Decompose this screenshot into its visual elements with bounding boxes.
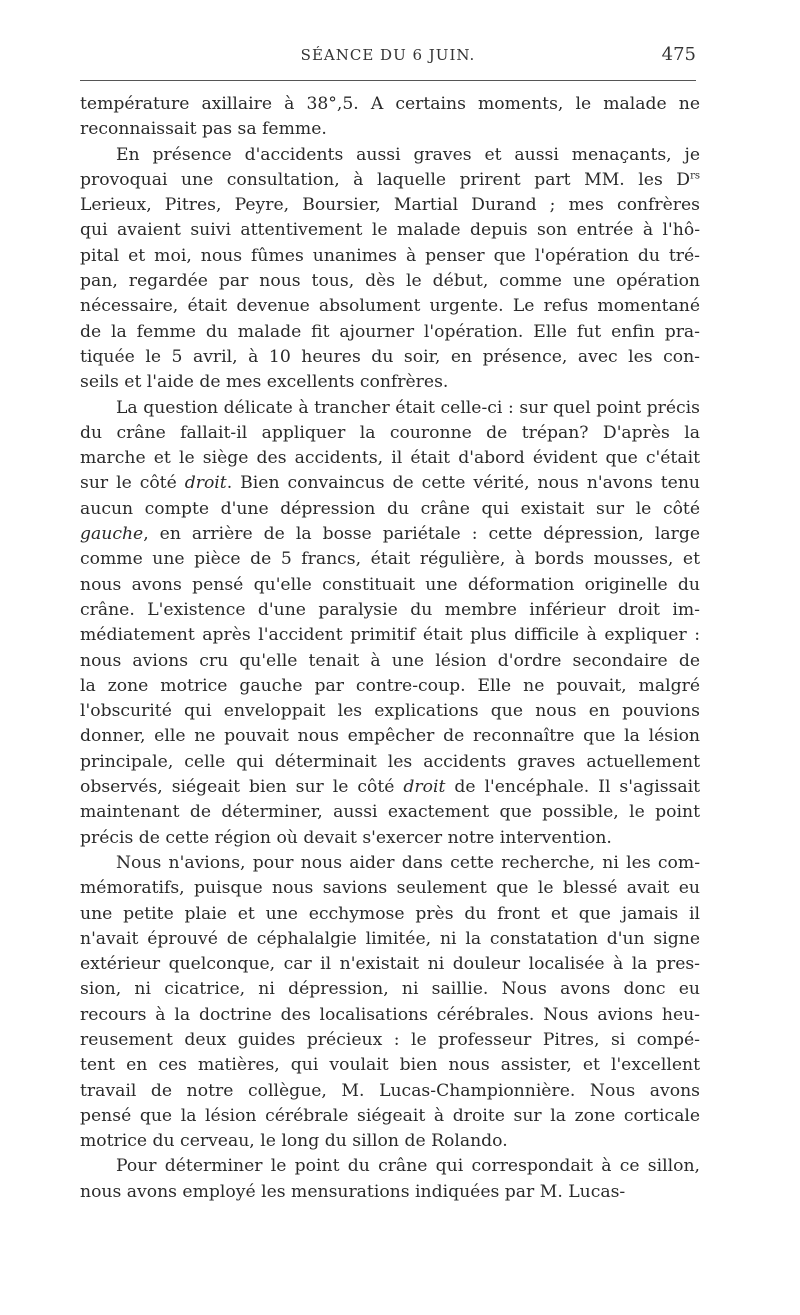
body-text bbox=[80, 92, 700, 1205]
text-line: température axillaire à 38°,5. A certains moments, le malade ne bbox=[80, 94, 700, 114]
text-line: sion, ni cicatrice, ni dépression, ni saillie. Nous avons donc eu bbox=[80, 979, 700, 1000]
text-line: observés, siégeait bien sur le côté droit de l'encéphale. Il s'agissait bbox=[80, 777, 700, 798]
text-line: pital et moi, nous fûmes unanimes à penser que l'opération du tré- bbox=[80, 245, 700, 266]
page-number: 475 bbox=[661, 44, 696, 65]
page-header bbox=[80, 44, 696, 74]
text-line: mémoratifs, puisque nous savions seulement que le blessé avait eu bbox=[80, 878, 700, 899]
text-line: seils et l'aide de mes excellents confrères. bbox=[80, 372, 449, 393]
paragraph-p2 bbox=[80, 143, 700, 396]
text-line: une petite plaie et une ecchymose près du front et que jamais il bbox=[80, 903, 700, 924]
text-line: l'obscurité qui enveloppait les explications que nous en pouvions bbox=[80, 701, 700, 722]
paragraph-p1 bbox=[80, 92, 700, 143]
text-line: tiquée le 5 avril, à 10 heures du soir, en présence, avec les con- bbox=[80, 346, 700, 367]
paragraph-p3 bbox=[80, 396, 700, 851]
text-line: En présence d'accidents aussi graves et aussi menaçants, je bbox=[116, 144, 700, 165]
text-line: Pour déterminer le point du crâne qui correspondait à ce sillon, bbox=[116, 1156, 700, 1177]
text-line: recours à la doctrine des localisations cérébrales. Nous avions heu- bbox=[80, 1004, 700, 1025]
paragraph-p4 bbox=[80, 851, 700, 1155]
text-line: de la femme du malade fit ajourner l'opération. Elle fut enfin pra- bbox=[80, 321, 700, 342]
text-line: gauche, en arrière de la bosse pariétale : cette dépression, large bbox=[80, 524, 700, 545]
text-line: du crâne fallait-il appliquer la couronne de trépan? D'après la bbox=[80, 422, 700, 443]
text-line: pan, regardée par nous tous, dès le début, comme une opération bbox=[80, 271, 700, 292]
text-line: provoquai une consultation, à laquelle prirent part MM. les $D^{rs}$ bbox=[80, 169, 700, 190]
text-line: nécessaire, était devenue absolument urgente. Le refus momentané bbox=[80, 296, 700, 317]
text-line: nous avons pensé qu'elle constituait une déformation originelle du bbox=[80, 574, 700, 595]
text-line: La question délicate à trancher était celle-ci : sur quel point précis bbox=[116, 397, 700, 418]
text-line: marche et le siège des accidents, il était d'abord évident que c'était bbox=[80, 448, 700, 469]
text-line: reusement deux guides précieux : le professeur Pitres, si compé- bbox=[80, 1029, 700, 1050]
text-line: pensé que la lésion cérébrale siégeait à droite sur la zone corticale bbox=[80, 1105, 700, 1126]
text-line: comme une pièce de 5 francs, était régulière, à bords mousses, et bbox=[80, 549, 700, 570]
text-line: extérieur quelconque, car il n'existait ni douleur localisée à la pres- bbox=[80, 954, 700, 975]
text-line: donner, elle ne pouvait nous empêcher de reconnaître que la lésion bbox=[80, 726, 700, 747]
text-line: la zone motrice gauche par contre-coup. Elle ne pouvait, malgré bbox=[80, 675, 700, 696]
text-line: principale, celle qui déterminait les accidents graves actuellement bbox=[80, 751, 700, 772]
text-line: reconnaissait pas sa femme. bbox=[80, 119, 327, 140]
text-line: précis de cette région où devait s'exercer notre intervention. bbox=[80, 827, 612, 848]
paragraph-p5 bbox=[80, 1154, 700, 1205]
running-title: SÉANCE DU 6 JUIN. bbox=[300, 46, 476, 64]
text-line: aucun compte d'une dépression du crâne qui existait sur le côté bbox=[80, 498, 700, 519]
text-line: Lerieux, Pitres, Peyre, Boursier, Martial Durand ; mes confrères bbox=[80, 195, 700, 216]
text-line: médiatement après l'accident primitif était plus difficile à expliquer : bbox=[80, 625, 700, 646]
header-rule bbox=[80, 80, 696, 81]
text-line: qui avaient suivi attentivement le malade depuis son entrée à l'hô- bbox=[80, 220, 700, 241]
text-line: n'avait éprouvé de céphalalgie limitée, ni la constatation d'un signe bbox=[80, 928, 700, 949]
text-line: crâne. L'existence d'une paralysie du membre inférieur droit im- bbox=[80, 599, 700, 620]
text-line: nous avons employé les mensurations indiquées par M. Lucas- bbox=[80, 1181, 626, 1202]
text-line: motrice du cerveau, le long du sillon de Rolando. bbox=[80, 1131, 508, 1152]
text-line: Nous n'avions, pour nous aider dans cette recherche, ni les com- bbox=[116, 852, 700, 873]
text-line: sur le côté droit. Bien convaincus de cette vérité, nous n'avons tenu bbox=[80, 473, 700, 494]
text-line: nous avions cru qu'elle tenait à une lésion d'ordre secondaire de bbox=[80, 650, 700, 671]
text-line: maintenant de déterminer, aussi exactement que possible, le point bbox=[80, 802, 700, 823]
text-line: tent en ces matières, qui voulait bien nous assister, et l'excellent bbox=[80, 1055, 700, 1076]
text-line: travail de notre collègue, M. Lucas-Championnière. Nous avons bbox=[80, 1080, 700, 1101]
